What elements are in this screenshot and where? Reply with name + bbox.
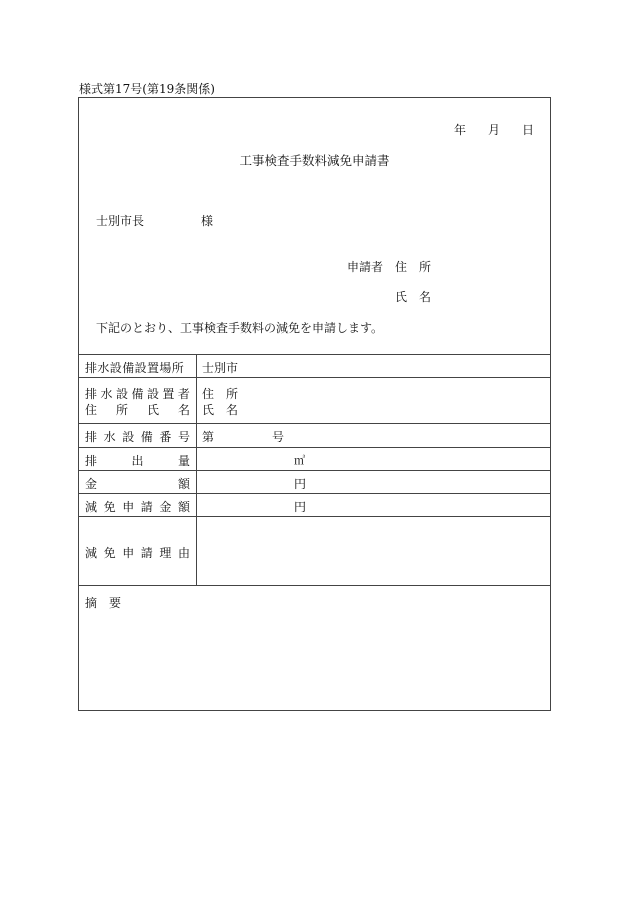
label-char: 排 [85, 387, 98, 401]
label-char: 備 [131, 387, 144, 401]
label-char: 額 [177, 477, 190, 491]
label-char: 水 [100, 387, 113, 401]
label-char: 置 [162, 387, 175, 401]
label-char: 者 [177, 387, 190, 401]
label-char: 金 [159, 500, 172, 514]
label-char: 請 [140, 500, 153, 514]
application-form [78, 97, 551, 711]
table-row-divider [79, 493, 550, 494]
label-char: 額 [177, 500, 190, 514]
label-char: 排 [85, 454, 98, 468]
label-char: 名 [177, 403, 190, 417]
date-day-label: 日 [522, 123, 535, 137]
label-char: 氏 [146, 403, 159, 417]
label-char: 備 [140, 430, 153, 444]
addressee-honorific: 様 [201, 214, 214, 228]
equipment-number-prefix: 第 [202, 430, 215, 444]
label-char: 量 [177, 454, 190, 468]
location-value: 士別市 [202, 361, 239, 375]
installer-label-line1 [85, 385, 190, 402]
label-char: 設 [122, 430, 135, 444]
form-number-caption: 様式第17号(第19条関係) [79, 82, 215, 96]
date-year-label: 年 [454, 123, 467, 137]
label-char: 金 [85, 477, 98, 491]
label-char: 番 [159, 430, 172, 444]
applicant-address-label: 住 所 [395, 260, 432, 274]
label-char: 申 [122, 500, 135, 514]
label-char: 住 [85, 403, 98, 417]
application-statement: 下記のとおり、工事検査手数料の減免を申請します。 [96, 321, 384, 335]
table-row-divider [79, 447, 550, 448]
label-char: 由 [177, 546, 190, 560]
applicant-name-label: 氏 名 [395, 290, 432, 304]
label-char: 理 [159, 546, 172, 560]
label-char: 免 [103, 546, 116, 560]
table-row-divider [79, 516, 550, 517]
reduction-amount-unit: 円 [294, 500, 307, 514]
table-row-divider [79, 470, 550, 471]
reduction-amount-label [85, 498, 190, 515]
location-label: 排水設備設置場所 [85, 361, 185, 375]
table-column-divider [196, 354, 197, 585]
discharge-unit: ㎥ [294, 454, 305, 467]
label-char: 出 [131, 454, 144, 468]
remarks-label: 摘 要 [85, 596, 122, 610]
installer-name-label: 氏 名 [202, 403, 239, 417]
label-char: 水 [103, 430, 116, 444]
label-char: 減 [85, 546, 98, 560]
table-row-divider [79, 423, 550, 424]
reduction-reason-label [85, 544, 190, 561]
addressee-name: 士別市長 [96, 214, 145, 228]
installer-address-label: 住 所 [202, 387, 239, 401]
amount-label [85, 475, 190, 492]
table-top-line [79, 354, 550, 355]
label-char: 減 [85, 500, 98, 514]
label-char: 申 [122, 546, 135, 560]
label-char: 号 [177, 430, 190, 444]
date-month-label: 月 [488, 123, 501, 137]
label-char: 排 [85, 430, 98, 444]
table-row-divider [79, 585, 550, 586]
amount-unit: 円 [294, 477, 307, 491]
label-char: 設 [115, 387, 128, 401]
equipment-number-label [85, 428, 190, 445]
label-char: 免 [103, 500, 116, 514]
discharge-label [85, 452, 190, 469]
equipment-number-suffix: 号 [272, 430, 285, 444]
label-char: 設 [146, 387, 159, 401]
label-char: 所 [115, 403, 128, 417]
applicant-label: 申請者 [347, 260, 384, 274]
table-row-divider [79, 377, 550, 378]
installer-label-line2 [85, 401, 190, 418]
label-char: 請 [140, 546, 153, 560]
form-title: 工事検査手数料減免申請書 [239, 153, 390, 168]
